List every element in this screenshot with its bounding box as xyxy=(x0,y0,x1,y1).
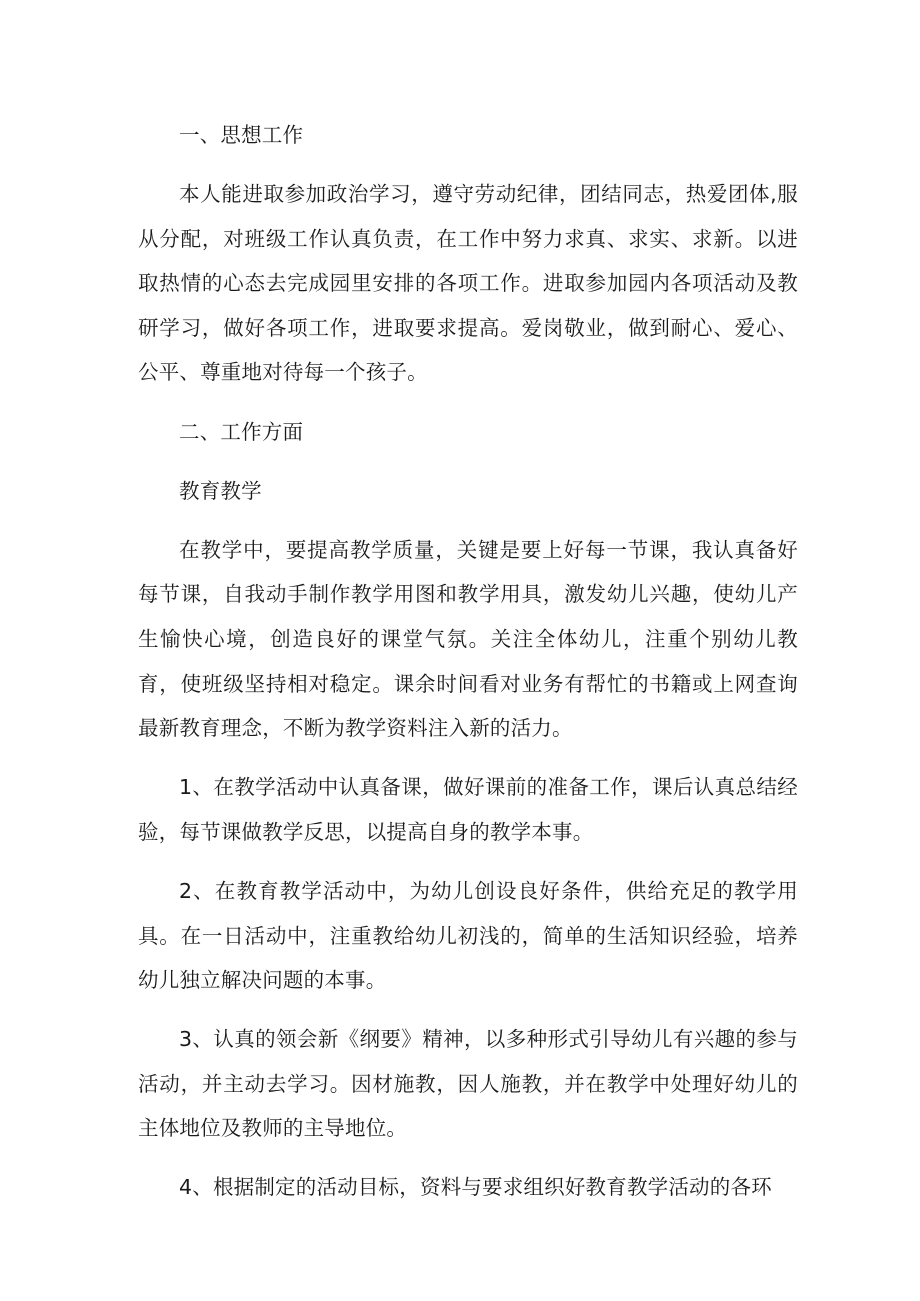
paragraph-ideology: 本人能进取参加政治学习，遵守劳动纪律，团结同志，热爱团体,服从分配，对班级工作认真负责，在工作中努力求真、求实、求新。以进取热情的心态去完成园里安排的各项工作。进取参加园内各项活动及教研学习，做好各项工作，进取要求提高。爱岗敬业，做到耐心、爱心、公平、尊重地对待每一个孩子。 xyxy=(138,182,798,385)
list-item-3: 3、认真的领会新《纲要》精神，以多种形式引导幼儿有兴趣的参与活动，并主动去学习。因材施教，因人施教，并在教学中处理好幼儿的主体地位及教师的主导地位。 xyxy=(138,1027,798,1141)
paragraph-teaching: 在教学中，要提高教学质量，关键是要上好每一节课，我认真备好每节课，自我动手制作教学用图和教学用具，激发幼儿兴趣，使幼儿产生愉快心境，创造良好的课堂气氛。关注全体幼儿，注重个别幼儿教育，使班级坚持相对稳定。课余时间看对业务有帮忙的书籍或上网查询最新教育理念，不断为教学资料注入新的活力。 xyxy=(138,537,798,741)
subheading-teaching: 教育教学 xyxy=(179,478,262,503)
list-item-1: 1、在教学活动中认真备课，做好课前的准备工作，课后认真总结经验，每节课做教学反思，以提高自身的教学本事。 xyxy=(138,775,798,844)
list-item-4: 4、根据制定的活动目标，资料与要求组织好教育教学活动的各环 xyxy=(179,1175,772,1200)
section-heading-ideology: 一、思想工作 xyxy=(179,123,304,147)
document-body xyxy=(138,113,798,1210)
section-heading-work: 二、工作方面 xyxy=(179,419,304,444)
list-item-2: 2、在教育教学活动中，为幼儿创设良好条件，供给充足的教学用具。在一日活动中，注重教给幼儿初浅的，简单的生活知识经验，培养幼儿独立解决问题的本事。 xyxy=(138,878,798,993)
